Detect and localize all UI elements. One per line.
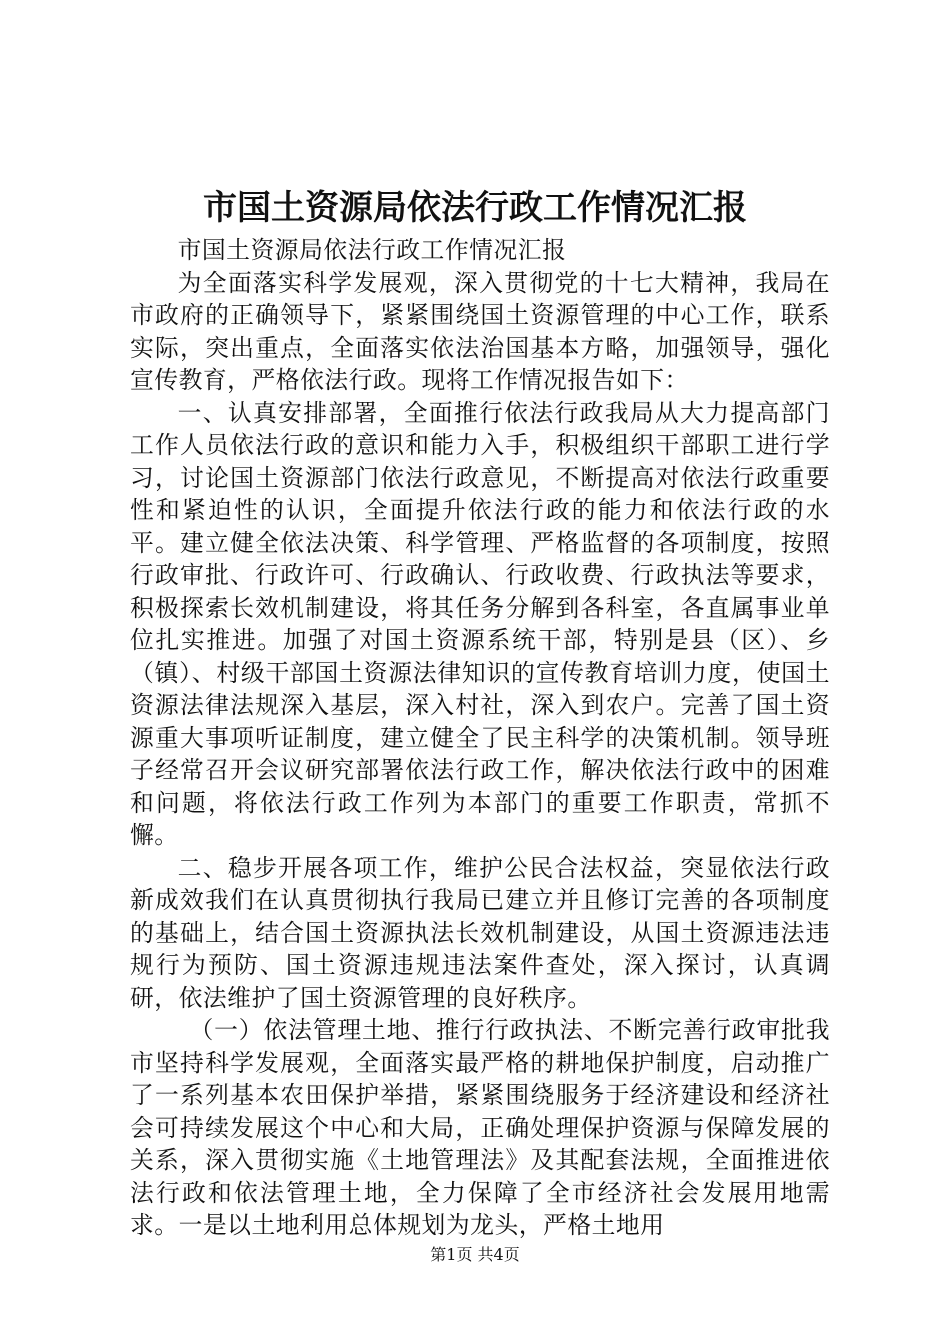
section-one-paragraph: 一、认真安排部署，全面推行依法行政我局从大力提高部门工作人员依法行政的意识和能力入手，积极组织干部职工进行学习，讨论国土资源部门依法行政意见，不断提高对依法行政重要性和紧迫性的认识，全面提升依法行政的能力和依法行政的水平。建立健全依法决策、科学管理、严格监督的各项制度，按照行政审批、行政许可、行政确认、行政收费、行政执法等要求，积极探索长效机制建设，将其任务分解到各科室，各直属事业单位扎实推进。加强了对国土资源系统干部，特别是县（区）、乡（镇）、村级干部国土资源法律知识的宣传教育培训力度，使国土资源法律法规深入基层，深入村社，深入到农户。完善了国土资源重大事项听证制度，建立健全了民主科学的决策机制。领导班子经常召开会议研究部署依法行政工作，解决依法行政中的困难和问题，将依法行政工作列为本部门的重要工作职责，常抓不懈。 — [130, 398, 830, 849]
page-footer: 第1页 共4页 — [430, 1245, 520, 1264]
section-two-paragraph: 二、稳步开展各项工作，维护公民合法权益，突显依法行政新成效我们在认真贯彻执行我局已建立并且修订完善的各项制度的基础上，结合国土资源执法长效机制建设，从国土资源违法违规行为预防、国土资源违规违法案件查处，深入探讨，认真调研，依法维护了国土资源管理的良好秩序。 — [130, 853, 830, 1012]
document-body — [130, 234, 830, 1242]
subsection-one-paragraph: （一）依法管理土地、推行行政执法、不断完善行政审批我市坚持科学发展观，全面落实最严格的耕地保护制度，启动推广了一系列基本农田保护举措，紧紧围绕服务于经济建设和经济社会可持续发展这个中心和大局，正确处理保护资源与保障发展的关系，深入贯彻实施《土地管理法》及其配套法规，全面推进依法行政和依法管理土地，全力保障了全市经济社会发展用地需求。一是以土地利用总体规划为龙头，严格土地用 — [130, 1016, 830, 1239]
subtitle-paragraph: 市国土资源局依法行政工作情况汇报 — [177, 236, 567, 264]
page-title: 市国土资源局依法行政工作情况汇报 — [203, 188, 747, 228]
intro-paragraph: 为全面落实科学发展观，深入贯彻党的十七大精神，我局在市政府的正确领导下，紧紧围绕国土资源管理的中心工作，联系实际，突出重点，全面落实依法治国基本方略，加强领导，强化宣传教育，严格依法行政。现将工作情况报告如下： — [130, 268, 830, 394]
